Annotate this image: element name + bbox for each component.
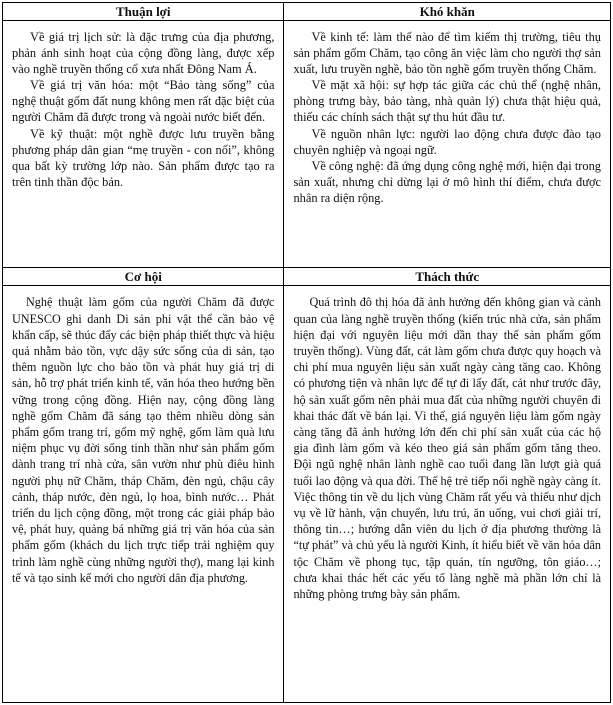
weaknesses-cell bbox=[284, 21, 611, 268]
weaknesses-body bbox=[284, 21, 610, 210]
opportunities-body bbox=[3, 286, 283, 590]
threat-paragraph: Quá trình đô thị hóa đã ảnh hưởng đến không gian và cảnh quan của làng nghề truyền thống (kiến trúc nhà cửa, sản phẩm hiện đại với nguyên liệu mới dần thay thế sản phẩm gốm truyền thống). Vùng đất, cát làm gốm chưa được quy hoạch và chi phí mua nguyên liệu sản xuất ngày càng tăng cao. Không có phương tiện và nhân lực để tự đi lấy đất, cát như trước đây, hộ sản xuất gốm nên phải mua đất của những người chuyên đi khai thác đất về bán lại. Vì thế, giá nguyên liệu làm gốm ngày càng tăng đã ảnh hưởng lớn đến chi phí sản xuất của các hộ gia đình làm gốm và kéo theo giá sản phẩm gốm tăng theo. Đội ngũ nghệ nhân lành nghề cao tuổi đang lần lượt già quá tuổi lao động và qua đời. Thế hệ trẻ tiếp nối nghề ngày càng ít. Việc thông tin về du lịch vùng Chăm rất yếu và thiếu như dịch vụ về lữ hành, vận chuyển, lưu trú, ăn uống, vui chơi giải trí, thông tin…; hướng dẫn viên du lịch ở địa phương thường là “tự phát” và chủ yếu là người Kinh, ít hiểu biết về văn hóa dân tộc Chăm về phong tục, tập quán, tín ngưỡng, tôn giáo…; chưa khai thác hết các yếu tố làng nghề mà phần lớn chỉ là những phòng trưng bày sản phẩm. bbox=[293, 295, 601, 602]
opportunities-cell bbox=[3, 286, 284, 703]
header-opportunities: Cơ hội bbox=[3, 268, 284, 286]
strength-paragraph: Về giá trị văn hóa: một “Bảo tàng sống” của nghệ thuật gốm đất nung không men rất đặc biệt của người Chăm đã được trong và ngoài nước biết đến. bbox=[12, 78, 275, 125]
header-threats: Thách thức bbox=[284, 268, 611, 286]
header-row-top bbox=[3, 3, 611, 21]
header-weaknesses: Khó khăn bbox=[284, 3, 611, 21]
strength-paragraph: Về giá trị lịch sử: là đặc trưng của địa phương, phản ánh sinh hoạt của cộng đồng làng, được xếp vào nghề truyền thống cổ xưa nhất Đông Nam Á. bbox=[12, 30, 275, 77]
threats-body bbox=[284, 286, 610, 606]
weakness-paragraph: Về công nghệ: đã ứng dụng công nghệ mới, hiện đại trong sản xuất, nhưng chỉ dừng lại ở mô hình thí điểm, chưa được nhân ra diện rộng. bbox=[293, 158, 601, 205]
strengths-body bbox=[3, 21, 283, 194]
weakness-paragraph: Về kinh tế: làm thế nào để tìm kiếm thị trường, tiêu thụ sản phẩm gốm Chăm, tạo công ăn việc làm cho người thợ sản xuất, lưu truyền nghề, bảo tồn nghề gốm truyền thống Chăm. bbox=[293, 30, 601, 77]
swot-table bbox=[2, 2, 611, 703]
content-row-bottom bbox=[3, 286, 611, 703]
weakness-paragraph: Về nguồn nhân lực: người lao động chưa được đào tạo chuyên nghiệp và ngoại ngữ. bbox=[293, 126, 601, 157]
header-row-bottom bbox=[3, 268, 611, 286]
weakness-paragraph: Về mặt xã hội: sự hợp tác giữa các chủ thể (nghệ nhân, phòng trưng bày, bảo tàng, nhà quản lý) chưa thật hiệu quả, thiếu các chính sách thật sự thu hút đầu tư. bbox=[293, 78, 601, 125]
strength-paragraph: Về kỹ thuật: một nghề được lưu truyền bằng phương pháp dân gian “mẹ truyền - con nối”, không qua bất kỳ trường lớp nào. Sản phẩm được tạo ra trên tinh thần độc bản. bbox=[12, 126, 275, 189]
strengths-cell bbox=[3, 21, 284, 268]
header-strengths: Thuận lợi bbox=[3, 3, 284, 21]
threats-cell bbox=[284, 286, 611, 703]
opportunity-paragraph: Nghệ thuật làm gốm của người Chăm đã được UNESCO ghi danh Di sản phi vật thể cần bảo vệ khẩn cấp, sẽ thúc đẩy các biện pháp thiết thực và hiệu quả nhằm bảo tồn, vực dậy sức sống của di sản, tạo thêm nguồn lực cho bảo tồn và phát huy giá trị di sản, hỗ trợ phát triển kinh tế, văn hóa theo hướng bền vững trong cộng đồng. Hiện nay, cộng đồng làng nghề gốm Chăm đã sáng tạo thêm nhiều dòng sản phẩm gốm trang trí, gốm mỹ nghệ, gốm làm quà lưu niệm phục vụ đời sống tinh thần như sản phẩm gốm dành trang trí nhà cửa, sân vườn như phù điêu hình người phụ nữ Chăm, tháp Chăm, đèn ngủ, chậu cây cảnh, tháp nước, đèn ngủ, lọ hoa, bình nước… Phát triển du lịch cộng đồng, một trong các giải pháp bảo vệ, phát huy, quảng bá những giá trị văn hóa của sản phẩm gốm (khách du lịch trực tiếp trải nghiệm quy trình làm nghề cùng những người thợ), mang lại kinh tế và tạo sinh kế mới cho người dân địa phương. bbox=[12, 295, 275, 585]
content-row-top bbox=[3, 21, 611, 268]
